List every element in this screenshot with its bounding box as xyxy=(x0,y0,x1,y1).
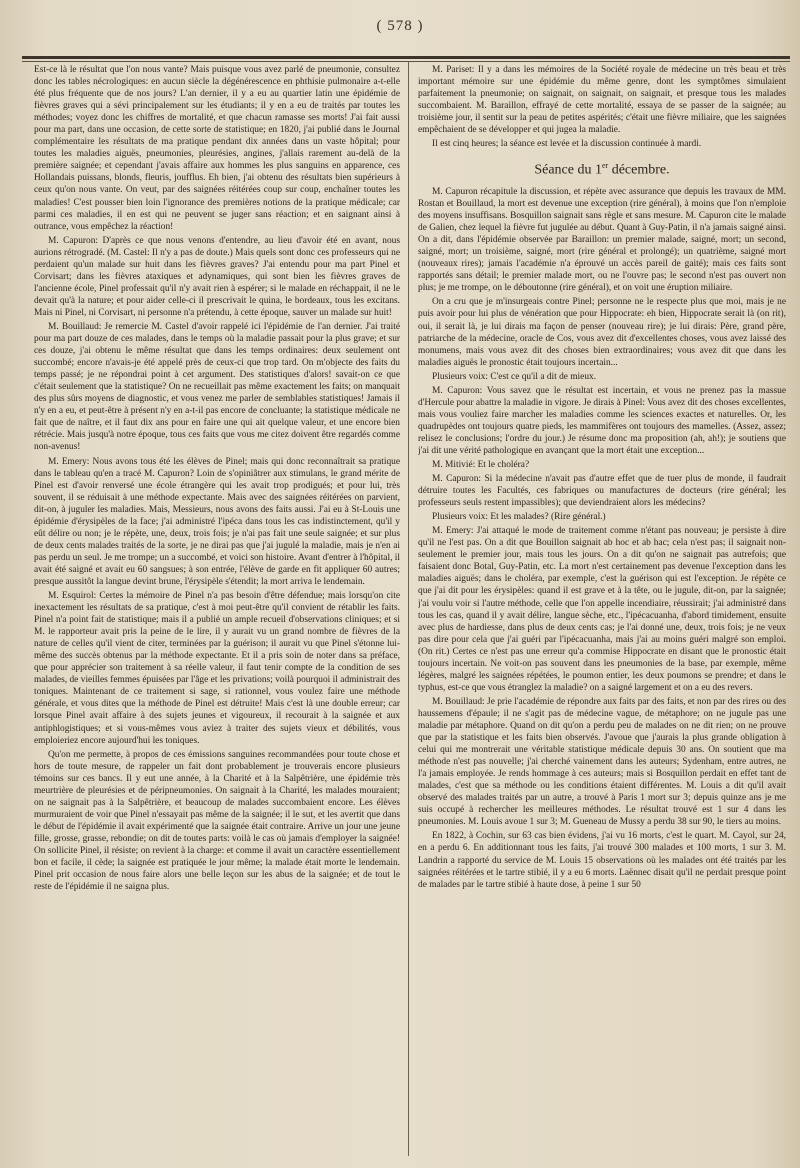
header-rule-thin xyxy=(22,61,790,62)
paragraph: M. Esquirol: Certes la mémoire de Pinel n'a pas besoin d'être défendue; mais lorsqu'on cite inexactement les résultats de sa pratique, c'est à moi peut-être qu'il convient de rétablir les faits. Pinel n'a point fait de statistique; mais il a publié un ample recueil d'observations cliniques; et si M. le rapporteur avait pris la peine de le lire, il y aurait vu un grand nombre de fièvres de la nature de celles qu'il vient de citer, terminées par la guérison; il aurait vu que Pinel s'étonne lui-même des succès obtenus par la méthode expectante. Et il a pris soin de noter dans sa préface, que pour apprécier son traitement à sa réelle valeur, il faut tenir compte de la condition de ses malades, de vieilles femmes épuisées par l'âge et les privations; voilà pourquoi il administrait des toniques. Maintenant de ce traitement si sage, si rationnel, vous voulez faire une méthode générale, et vous dites que la méthode de Pinel est détruite! Mais c'est là une double erreur; car lorsque Pinel avait affaire à des sujets jeunes et vigoureux, il recourait à la saignée et aux antiphlogistiques; et si vous-mêmes vous aviez à traiter des sujets vieux et débilités, vous emploieriez encore aujourd'hui les toniques. xyxy=(34,591,400,746)
paragraph: M. Emery: Nous avons tous été les élèves de Pinel; mais qui donc reconnaîtrait sa pratique dans le tableau qu'en a tracé M. Capuron? Loin de s'opiniâtrer aux stimulans, le grand mérite de Pinel est d'avoir renversé une école étrangère qui les avait trop prodigués; et pour lui, très souvent, il se réduisait à une méthode expectante. Mais avec des saignées réitérées on parvient, dit-on, à juguler les maladies. Mais, Messieurs, nous avons des faits aussi. J'ai eu à St-Louis une épidémie d'érysipèles de la face; j'ai administré l'ipéca dans tous les cas indistinctement, qu'il y eût délire ou non; je le répète, une, deux, trois fois; je n'ai pas fait une seule saignée; et sur plus de deux cents malades traités de la sorte, je ne dirai pas que j'ai jugulé la maladie, mais je n'en ai pas perdu un seul. Je me trompe; un a succombé, et voici son histoire. Avant d'entrer à l'hôpital, il avait été saigné et avait eu 60 sangsues; à son entrée, l'élève de garde en fit appliquer 60 autres; presque aussitôt la langue devint brune, l'érysipèle s'étendit; la mort arriva le lendemain. xyxy=(34,456,400,587)
right-column xyxy=(418,64,786,1154)
header-rule xyxy=(22,56,790,59)
paragraph: M. Bouillaud: Je prie l'académie de répondre aux faits par des faits, et non par des rires ou des haussemens d'épaule; il ne s'agit pas de médecine vague, de métaphore; on ne jugule pas une maladie par métaphore. Quand on dit qu'on a perdu peu de malades on ne dit rien; on ne prouve que par la statistique et les faits bien observés. J'avoue que j'aurais la plus grande obligation à celui qui me montrerait une véritable statistique médicale depuis 30 ans. On soutient que ma méthode n'est pas nouvelle; j'ai cherché vainement dans les auteurs; Sydenham, entre autres, ne l'a jamais employée. Je rends hommage à ces auteurs; mais si Bosquillon perdait en effet tant de malades, c'est que sa méthode ou les conditions étaient différentes. M. Louis a dit qu'il avait observé des malades traités par un autre, a trouvé à Paris 1 mort sur 3; depuis quinze ans je me suis occupé à rechercher les meilleures méthodes. Le résultat trouvé est 1 sur 4 dans les pneumonies. M. Louis avoue 1 sur 3; M. Gueneau de Mussy a perdu 38 sur 90, le tiers au moins. xyxy=(418,696,786,828)
page-number: ( 578 ) xyxy=(376,18,424,34)
paragraph: M. Capuron: Si la médecine n'avait pas d'autre effet que de tuer plus de monde, il faudrait détruire toutes les Facultés, ces fabriques ou manufactures de docteurs (rire général; les professeurs seuls restent impassibles); que deviendraient alors les médecins? xyxy=(418,474,786,509)
paragraph: On a cru que je m'insurgeais contre Pinel; personne ne le respecte plus que moi, mais je ne puis avoir pour lui plus de vénération que pour Hippocrate: eh bien, Hippocrate serait là (on rit), oui, il serait là, je lui dirais ma façon de penser (nouveau rire); je lui dirais: Père, grand père, patriarche de la médecine, oracle de Cos, vous avez dit d'excellentes choses, vous avez laissé des monumens, mais vous avez dit des choses bien extraordinaires; vous avez dit que dans les maladies aiguës le pronostic était toujours incertain... xyxy=(418,297,786,368)
paragraph: M. Emery: J'ai attaqué le mode de traitement comme n'étant pas nouveau; je persiste à dire qu'il ne l'est pas. On a dit que Bouillon saignait ab hoc et ab hac; cela n'est pas; il saignait non-seulement le premier jour, mais tous les jours. On a dit qu'on ne saignait pas autrefois; que faisaient donc Botal, Guy-Patin, etc. La mort n'est certainement pas devenue l'exception dans les maladies aiguës; dans le choléra, par exemple, c'est la guérison qui est l'exception. Je répète ce que j'ai dit pour les érysipèles: quand il est grave et à la tête, ou le jugule, dit-on, par la saignée; j'ai voulu voir si l'autre méthode, celle que l'on appelle incendiaire, réussirait; j'ai administré dans tous les cas, quand il y avait délire, langue sèche, etc., l'ipécacuanha, d'abord timidement, ensuite avec plus de hardiesse, dans plus de deux cents cas; je l'ai donné une, deux, trois fois; je ne veux pas dire pour cela que j'ai guéri par l'ipécacuanha, mais j'ai au moins guéri malgré son emploi. (On rit.) Certes ce n'est pas une erreur qu'a commise Hippocrate en disant que le pronostic était toujours incertain. Ne voit-on pas souvent dans les pneumonies de la base, par exemple, même légères, malgré les saignées répétées, le poumon entier, les deux poumons se prendre; et dans le typhus, est-ce que vous étranglez la maladie? on a saigné largement et on a eu des revers. xyxy=(418,526,786,693)
paragraph: M. Bouillaud: Je remercie M. Castel d'avoir rappelé ici l'épidémie de l'an dernier. J'ai traité pour ma part douze de ces malades, dans le temps où la maladie passait pour la plus grave; et sur ces douze, j'ai obtenu le même résultat que dans les temps ordinaires: deux seulement ont succombé; encore n'avais-je été appelé près de ceux-ci que trop tard. On m'objecte des faits du temps passé; je ne répondrai point à cet argument. Des statistiques d'alors! savait-on ce que c'était seulement que la statistique? On ne recueillait pas même exactement les faits; on manquait des plus sûrs moyens de diagnostic, et vous venez me parler de semblables statistiques! Jamais il n'y en a eu, et peut-être à présent n'y en a-t-il pas encore de concluante; la statistique médicale ne fait que de naître, et il faut dix ans pour en faire une qui ait quelque valeur, et une encore bien rétrécie. Mais jusqu'à notre époque, tous ces faits que vous me citez doivent être regardés comme non-avenus! xyxy=(34,321,400,453)
section-title-sup: er xyxy=(602,161,609,171)
section-title-text: Séance du 1 xyxy=(534,162,602,178)
left-column xyxy=(34,64,400,1154)
session-closing: Il est cinq heures; la séance est levée et la discussion continuée à mardi. xyxy=(432,139,702,150)
paragraph: M. Capuron: D'après ce que nous venons d'entendre, au lieu d'avoir été en avant, nous aurions rétrogradé. (M. Castel: Il n'y a pas de doute.) Mais quels sont donc ces professeurs qui ne perdaient qu'un malade sur huit dans les fièvres graves? J'ai entendu pour ma part Pinel et Corvisart; dans les fièvres ataxiques et adynamiques, qui sont bien les fièvres graves de l'ancienne école, Pinel professait qu'il n'y avait rien à espérer; si le malade en réchappait, il ne le devait qu'à la nature; et pour aider celle-ci il prescrivait le quina, le bordeaux, tous les excitans. Mais ni Pinel, ni Corvisart, ni personne n'a prétendu, à cette époque, sauver un malade sur huit! xyxy=(34,235,400,318)
paragraph: Plusieurs voix: C'est ce qu'il a dit de mieux. xyxy=(432,371,597,382)
column-divider xyxy=(408,62,409,1156)
paragraph: En 1822, à Cochin, sur 63 cas bien évidens, j'ai vu 16 morts, c'est le quart. M. Cayol, sur 24, en a perdu 6. En additionnant tous les faits, j'ai trouvé 300 malades et 100 morts, 1 sur 3. M. Landrin a rapporté du service de M. Louis 15 observations où les malades ont été traités par les saignées réitérées et le tartre stibié, il y a eu 6 morts. Laënnec disait qu'il ne perdait presque point de malades par le tartre stibié à haute dose, à peine 1 sur 50 xyxy=(418,831,786,890)
page-header xyxy=(0,14,800,52)
paragraph: M. Mitivié: Et le choléra? xyxy=(432,460,530,471)
section-title-end: décembre. xyxy=(608,162,670,178)
paragraph: Qu'on me permette, à propos de ces émissions sanguines recommandées pour toute chose et hors de toute mesure, de rappeler un fait dont probablement je trouverais encore plusieurs témoins sur ces bancs. Il y eut une année, à la Charité et à la Salpêtrière, une épidémie très meurtrière de pleurésies et de péripneumonies. On saignait à la Charité, les malades mouraient; on ne saignait pas à la Salpêtrière, et beaucoup de malades succombaient encore. Les élèves murmuraient de voir que Pinel n'essayait pas même de la saignée; il le sut, et les avertit que dans le début de l'épidémie il avait expérimenté que la saignée était contraire. Arrive un jour une jeune fille, grosse, grasse, rebondie; on dit de toutes parts: voilà le cas où jamais d'employer la saignée! On sollicite Pinel, il résiste; on revient à la charge: et comme il avait un caractère essentiellement bon et facile, il cède; la saignée est pratiquée le jour même; la malade était morte le lendemain. Pinel prit occasion de nous faire alors une belle leçon sur les abus de la saignée; et de tout le reste de l'épidémie il ne saigna plus. xyxy=(34,749,400,893)
paragraph: Plusieurs voix: Et les malades? (Rire général.) xyxy=(432,512,606,523)
paragraph: M. Pariset: Il y a dans les mémoires de la Société royale de médecine un très beau et très important mémoire sur une épidémie du même genre, dont les symptômes simulaient parfaitement la pneumonie; on saignait, on saignait, on saignait, et presque tous les malades succombaient. M. Baraillon, effrayé de cette mortalité, essaya de se passer de la saignée; au troisième jour, il sentit sur la peau de petites aspérités; c'était une fièvre miliaire, que les saignées empêchaient de se développer et qui jugea la maladie. xyxy=(418,65,786,136)
paragraph: M. Capuron récapitule la discussion, et répète avec assurance que depuis les travaux de MM. Rostan et Bouillaud, la mort est devenue une exception (rire général), à moins que l'on n'emploie des moyens insuffisans. Bosquillon saignait sans règle et sans mesure. M. Capuron cite le malade de Galien, chez lequel la fièvre fut jugulée au début. Quant à Guy-Patin, il n'a jamais saigné ainsi. On a dit, dans l'épidémie observée par Baraillon: un premier malade, saigné, mort; un second, saigné, mort; un troisième, saigné, mort (rire général et prolongé); un quatrième, saigné mort (nouveaux rires); jamais l'académie n'a éprouvé un accès pareil de gaité); mais ces faits sont rapportés sans détail; le premier malade mort, ou ne l'ouvre pas; le second n'est pas ouvert non plus; je me trompe, on le déboutonne (rire général), et on voit une éruption miliaire. xyxy=(418,186,786,294)
paragraph: Est-ce là le résultat que l'on nous vante? Mais puisque vous avez parlé de pneumonie, consultez donc les tables nécrologiques: en aucun siècle la dégénérescence en phthisie pulmonaire a-t-elle été plus fréquente que de nos jours? L'an dernier, il y a eu au quartier latin une épidémie de fièvres graves qui a sévi principalement sur les étudiants; il y en a eu de traités par toutes les méthodes; voyez donc les chiffres de mortalité, et que chacun ramasse ses morts! J'ai fait aussi pour ma part, dans une occasion, de cette sorte de statistique; en 1820, j'ai publié dans le Journal complémentaire les résultats de ma pratique pendant dix années dans un vaste hôpital; pour toutes les maladies aiguës, pneumonies, pleurésies, angines, j'allais rarement au-delà de la première saignée; et cependant j'avais affaire aux hommes les plus sanguins en apparence, ces Hollandais puissans, blonds, fleuris, joufflus. Eh bien, j'ai obtenu des résultats bien supérieurs à ceux qu'on nous vante. On veut, par des saignées réitérées coup sur coup, enchaîner toutes les maladies! C'est pousser bien loin l'ignorance des premières notions de la pratique médicale; car parmi ces maladies, il en est qui ne peuvent se juger sans réaction; et en saignant ainsi à outrance, vous empêchez la réaction! xyxy=(34,65,400,232)
paragraph: M. Capuron: Vous savez que le résultat est incertain, et vous ne prenez pas la massue d'Hercule pour abattre la maladie in vigore. Je dirais à Pinel: Vous avez dit des choses excellentes, mais vous vouliez faire marcher les maladies comme les sciences exactes et naturelles. Or, les quadrupèdes ont toujours quatre pieds, les mammifères ont toujours des mamelles. (Assez, assez; relisez le conclusions; l'ordre du jour.) Je résume donc ma proposition (ah, ah!); je soutiens que j'ai dit une vérité pathologique en avançant que la mort était une exception... xyxy=(418,385,786,456)
section-title xyxy=(418,158,786,179)
